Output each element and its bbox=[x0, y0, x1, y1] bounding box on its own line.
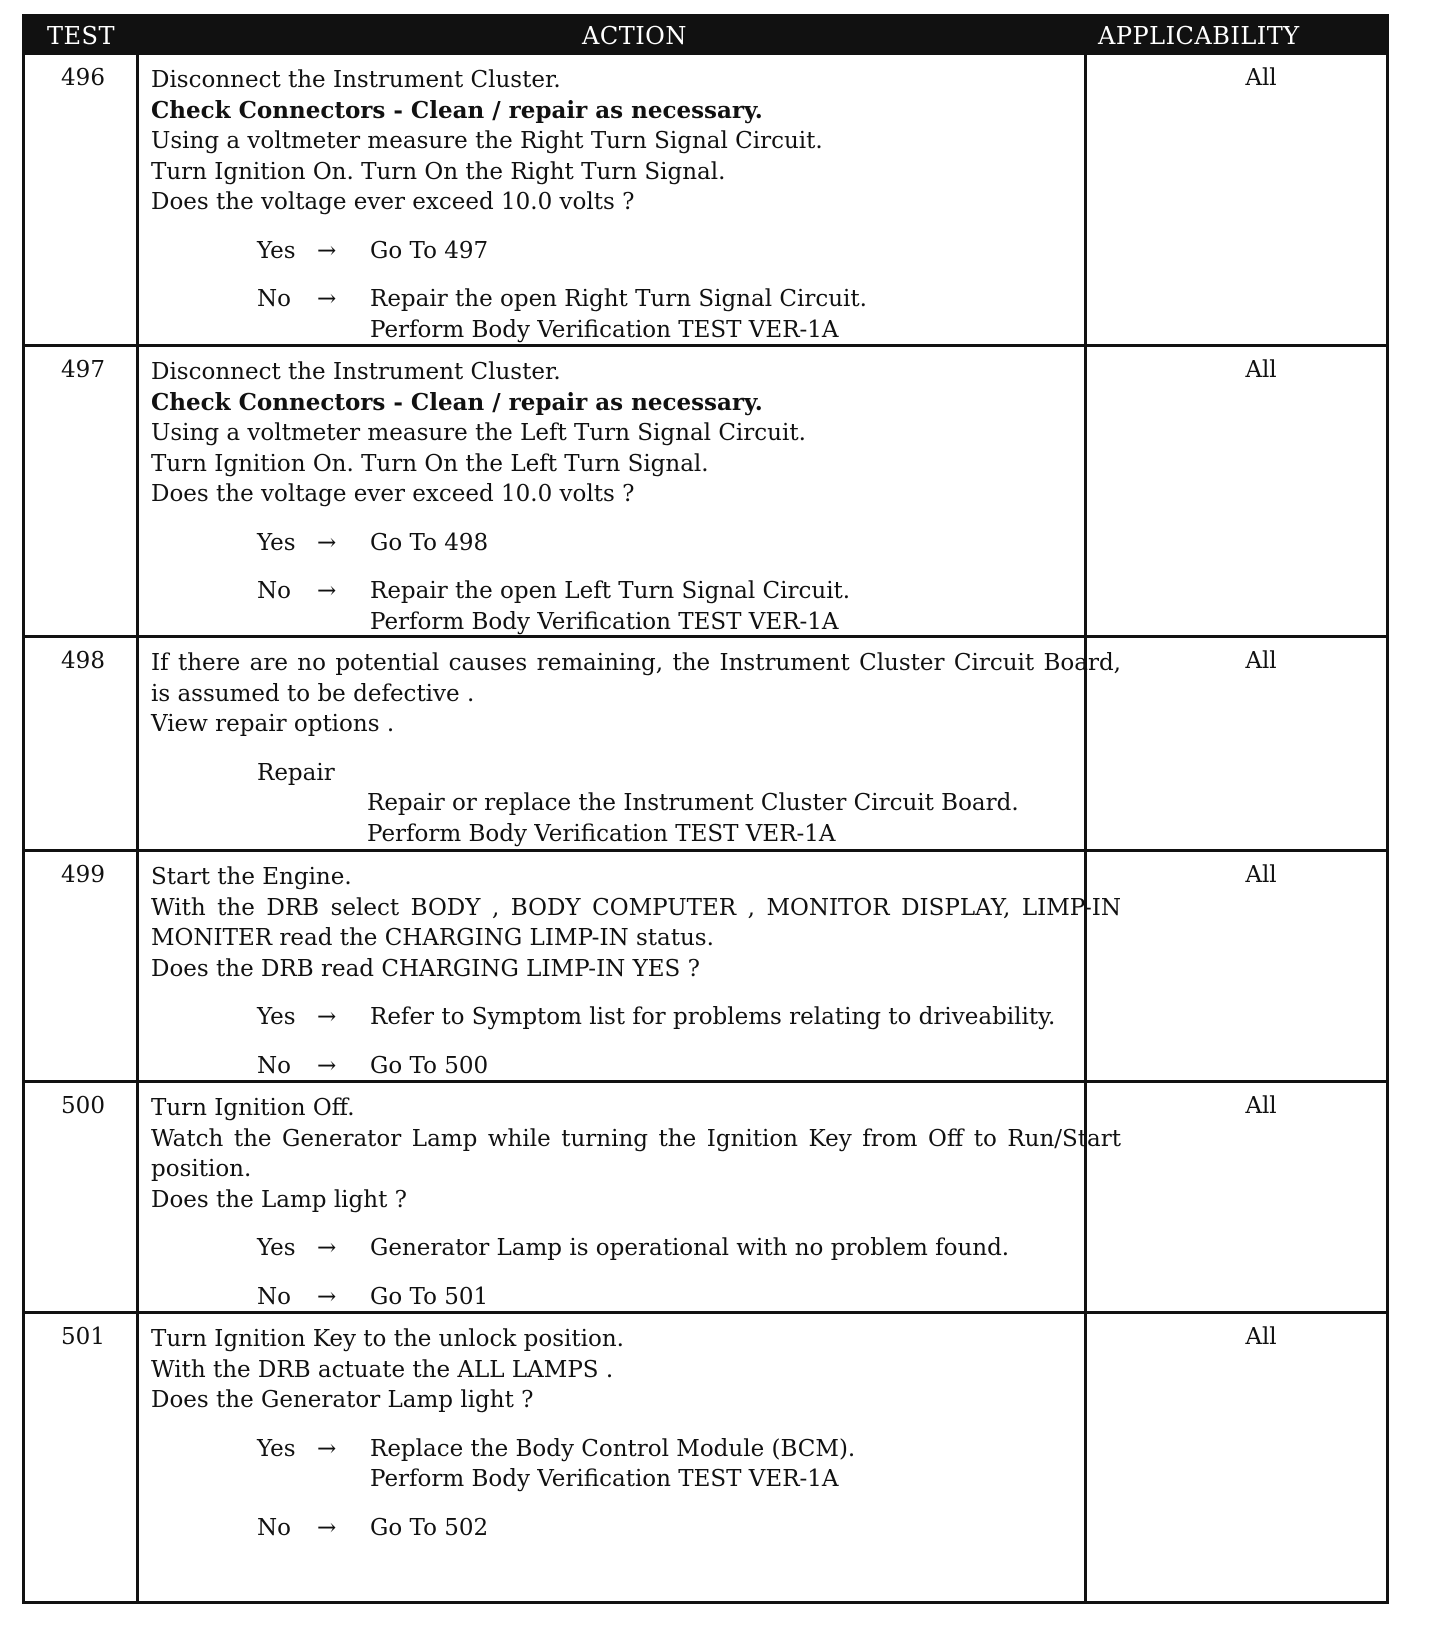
action-line: If there are no potential causes remaining, the Instrument Cluster Circuit Board, is assumed to be defective . bbox=[151, 650, 1121, 707]
applicability-cell: All bbox=[1245, 1093, 1277, 1119]
no-outcome bbox=[151, 1513, 1121, 1544]
no-label: No bbox=[257, 578, 291, 604]
action-cell bbox=[151, 862, 1121, 1081]
applicability-cell: All bbox=[1245, 862, 1277, 888]
table-row bbox=[25, 1314, 1386, 1604]
action-line: Start the Engine. bbox=[151, 864, 352, 890]
action-line: Does the voltage ever exceed 10.0 volts ? bbox=[151, 481, 635, 507]
no-result bbox=[370, 576, 1121, 637]
action-line: Does the voltage ever exceed 10.0 volts ? bbox=[151, 189, 635, 215]
no-result: Go To 500 bbox=[370, 1052, 489, 1079]
arrow-icon: → bbox=[317, 286, 337, 312]
no-result: Go To 502 bbox=[370, 1514, 489, 1541]
no-label: No bbox=[257, 1283, 291, 1310]
yes-result: Go To 498 bbox=[370, 529, 489, 556]
yes-result: Generator Lamp is operational with no problem found. bbox=[370, 1235, 1010, 1261]
arrow-icon: → bbox=[317, 237, 337, 264]
action-line: Turn Ignition Off. bbox=[151, 1095, 355, 1121]
action-line: Turn Ignition On. Turn On the Right Turn Signal. bbox=[151, 158, 726, 185]
test-number: 498 bbox=[61, 648, 105, 674]
yes-outcome bbox=[151, 528, 1121, 559]
applicability-cell: All bbox=[1245, 1324, 1277, 1350]
repair-label: Repair bbox=[257, 759, 335, 786]
test-number: 497 bbox=[61, 357, 105, 383]
arrow-icon: → bbox=[317, 1004, 337, 1030]
repair-line: Perform Body Verification TEST VER-1A bbox=[367, 820, 836, 847]
applicability-cell: All bbox=[1245, 65, 1277, 91]
yes-label: Yes bbox=[257, 529, 296, 556]
action-cell bbox=[151, 648, 1121, 849]
action-line: Using a voltmeter measure the Left Turn Signal Circuit. bbox=[151, 420, 806, 446]
no-outcome bbox=[151, 576, 1121, 637]
action-line: With the DRB select BODY , BODY COMPUTER , MONITOR DISPLAY, LIMP-IN MONITER read the CHARGING LIMP-IN status. bbox=[151, 894, 1121, 951]
action-line: Turn Ignition On. Turn On the Left Turn Signal. bbox=[151, 450, 709, 477]
table-row bbox=[25, 852, 1386, 1083]
action-line: Disconnect the Instrument Cluster. bbox=[151, 359, 561, 385]
yes-result-line: Perform Body Verification TEST VER-1A bbox=[370, 1466, 839, 1492]
test-number: 496 bbox=[61, 65, 105, 91]
table-row bbox=[25, 55, 1386, 347]
action-line: Does the DRB read CHARGING LIMP-IN YES ? bbox=[151, 955, 700, 982]
yes-result bbox=[370, 1434, 1121, 1495]
applicability-cell: All bbox=[1245, 648, 1277, 674]
action-cell bbox=[151, 65, 1121, 345]
arrow-icon: → bbox=[317, 1235, 337, 1261]
table-row bbox=[25, 638, 1386, 852]
no-outcome bbox=[151, 1282, 1121, 1313]
no-result-line: Perform Body Verification TEST VER-1A bbox=[370, 316, 839, 343]
no-result: Go To 501 bbox=[370, 1283, 489, 1310]
action-line: Does the Lamp light ? bbox=[151, 1186, 407, 1213]
action-line: Check Connectors - Clean / repair as necessary. bbox=[151, 96, 763, 124]
yes-outcome bbox=[151, 1233, 1121, 1264]
header-applicability: APPLICABILITY bbox=[1098, 22, 1300, 50]
no-result-line: Perform Body Verification TEST VER-1A bbox=[370, 608, 839, 635]
action-line: Using a voltmeter measure the Right Turn Signal Circuit. bbox=[151, 128, 823, 154]
test-number: 500 bbox=[61, 1093, 105, 1119]
no-outcome bbox=[151, 1051, 1121, 1082]
action-line: Does the Generator Lamp light ? bbox=[151, 1387, 534, 1413]
no-result-line: Repair the open Right Turn Signal Circuit. bbox=[370, 286, 867, 312]
no-label: No bbox=[257, 1514, 291, 1541]
action-line: Check Connectors - Clean / repair as necessary. bbox=[151, 388, 763, 416]
arrow-icon: → bbox=[317, 1435, 337, 1462]
no-label: No bbox=[257, 1052, 291, 1079]
yes-result-line: Replace the Body Control Module (BCM). bbox=[370, 1435, 856, 1462]
action-line: Disconnect the Instrument Cluster. bbox=[151, 67, 561, 93]
arrow-icon: → bbox=[317, 529, 337, 556]
yes-outcome bbox=[151, 1434, 1121, 1495]
action-line: View repair options . bbox=[151, 711, 395, 737]
yes-result: Refer to Symptom list for problems relating to driveability. bbox=[370, 1004, 1056, 1030]
yes-outcome bbox=[151, 236, 1121, 267]
header-action: ACTION bbox=[582, 22, 687, 50]
arrow-icon: → bbox=[317, 1514, 337, 1541]
yes-label: Yes bbox=[257, 1435, 296, 1462]
repair-line: Repair or replace the Instrument Cluster Circuit Board. bbox=[367, 790, 1019, 816]
yes-label: Yes bbox=[257, 1235, 296, 1261]
test-number: 501 bbox=[61, 1324, 105, 1350]
table-header bbox=[25, 17, 1386, 55]
arrow-icon: → bbox=[317, 1052, 337, 1079]
header-test: TEST bbox=[47, 22, 115, 50]
action-line: Watch the Generator Lamp while turning the Ignition Key from Off to Run/Start position. bbox=[151, 1125, 1121, 1182]
action-line: With the DRB actuate the ALL LAMPS . bbox=[151, 1356, 614, 1383]
arrow-icon: → bbox=[317, 1283, 337, 1310]
table-row bbox=[25, 347, 1386, 638]
test-table bbox=[22, 14, 1389, 1604]
yes-label: Yes bbox=[257, 1004, 296, 1030]
no-result-line: Repair the open Left Turn Signal Circuit. bbox=[370, 578, 851, 604]
yes-label: Yes bbox=[257, 237, 296, 264]
action-cell bbox=[151, 1324, 1121, 1543]
no-result bbox=[370, 284, 1121, 345]
no-outcome bbox=[151, 284, 1121, 345]
test-number: 499 bbox=[61, 862, 105, 888]
action-cell bbox=[151, 1093, 1121, 1312]
no-label: No bbox=[257, 286, 291, 312]
action-cell bbox=[151, 357, 1121, 637]
yes-result: Go To 497 bbox=[370, 237, 489, 264]
action-line: Turn Ignition Key to the unlock position. bbox=[151, 1326, 624, 1352]
yes-outcome bbox=[151, 1002, 1121, 1033]
applicability-cell: All bbox=[1245, 357, 1277, 383]
arrow-icon: → bbox=[317, 578, 337, 604]
table-row bbox=[25, 1083, 1386, 1314]
